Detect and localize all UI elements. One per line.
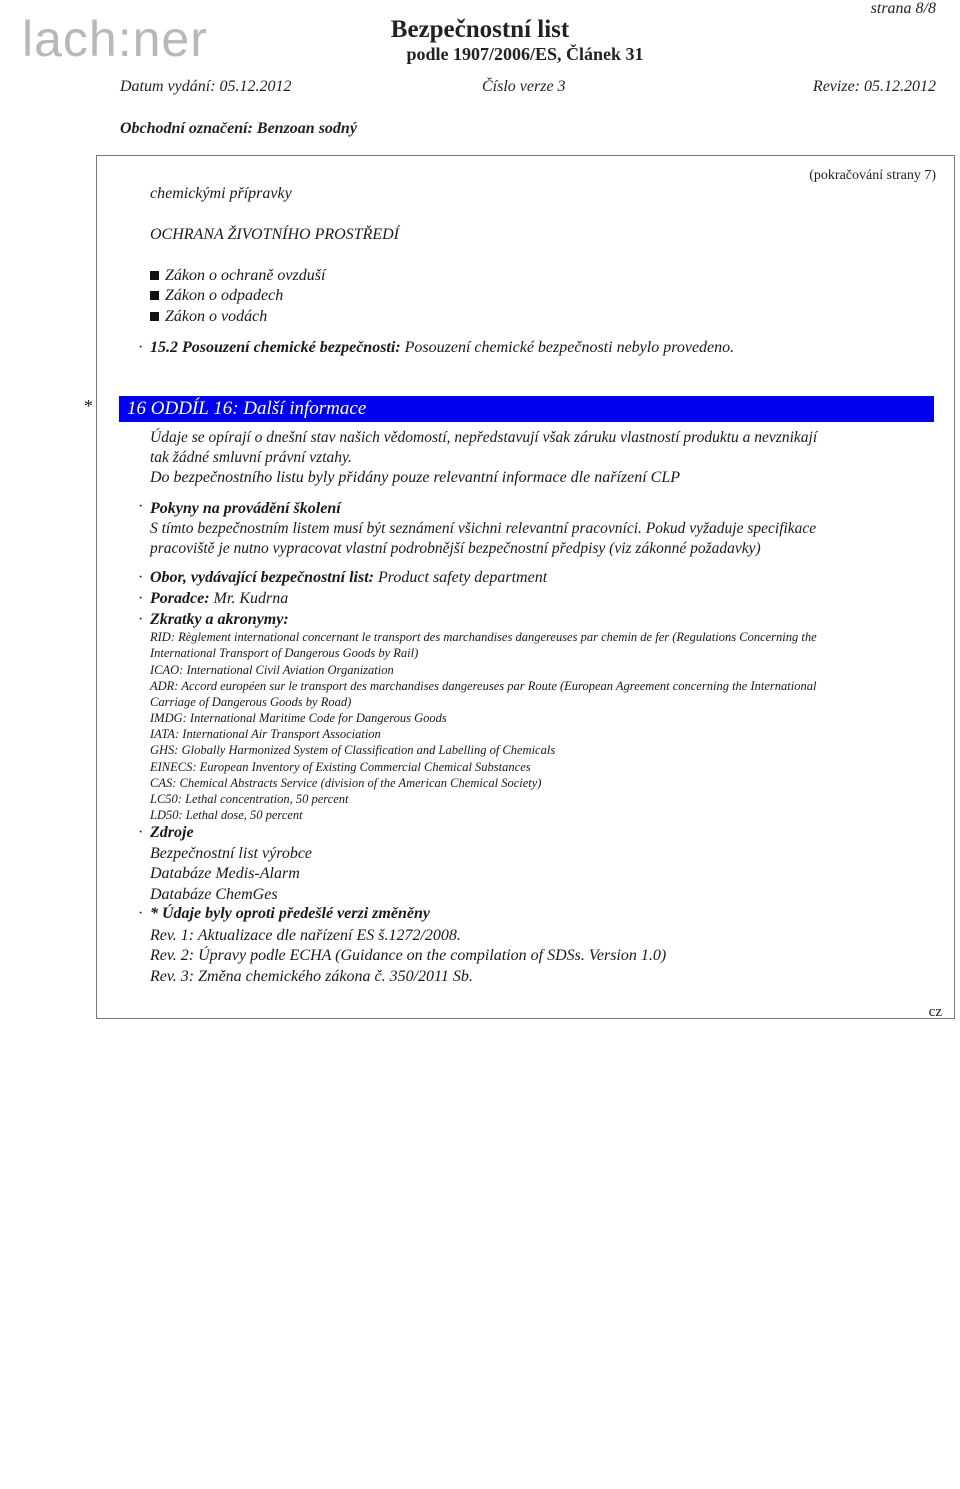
dot-marker: · (138, 569, 144, 586)
law-item: Zákon o odpadech (150, 287, 283, 305)
change-item: Rev. 2: Úpravy podle ECHA (Guidance on the compilation of SDSs. Version 1.0) (150, 947, 667, 964)
dot-marker: · (138, 498, 144, 515)
issue-date: Datum vydání: 05.12.2012 (120, 78, 292, 95)
dot-marker: · (138, 905, 144, 922)
dot-marker: · (138, 590, 144, 607)
page-number: strana 8/8 (870, 0, 936, 17)
trade-name-value: Benzoan sodný (256, 120, 357, 137)
abbreviation-line: Carriage of Dangerous Goods by Road) (150, 695, 352, 709)
section-15-2-label: 15.2 Posouzení chemické bezpečnosti: (150, 339, 401, 356)
dot-marker: · (138, 339, 144, 356)
text-line: chemickými přípravky (150, 185, 292, 202)
language-code: cz (928, 1004, 942, 1020)
advisor-label: Poradce: (150, 590, 210, 607)
intro-line: tak žádné smluvní právní vztahy. (150, 449, 352, 466)
dot-marker: · (138, 611, 144, 628)
law-item: Zákon o vodách (150, 308, 267, 326)
section-15-2-text: Posouzení chemické bezpečnosti nebylo provedeno. (404, 339, 735, 356)
version-number: Číslo verze 3 (482, 78, 566, 95)
abbreviation-line: LC50: Lethal concentration, 50 percent (150, 792, 349, 806)
dot-marker: · (138, 824, 144, 841)
training-text: S tímto bezpečnostním listem musí být seznámení všichni relevantní pracovníci. Pokud vyžaduje specifikace (150, 520, 817, 537)
trade-name (120, 120, 357, 138)
abbreviation-line: ICAO: International Civil Aviation Organization (150, 663, 394, 677)
abbreviation-line: EINECS: European Inventory of Existing Commercial Chemical Substances (150, 760, 531, 774)
intro-line: Údaje se opírají o dnešní stav našich vědomostí, nepředstavují však záruku vlastností produktu a nevznikají (150, 429, 818, 446)
abbreviation-line: RID: Règlement international concernant le transport des marchandises dangereuses par chemin de fer (Regulations Concerning the (150, 630, 817, 644)
change-item: Rev. 1: Aktualizace dle nařízení ES š.1272/2008. (150, 927, 461, 944)
revision-date: Revize: 05.12.2012 (812, 78, 936, 95)
section-15-2 (150, 339, 734, 357)
abbreviation-line: International Transport of Dangerous Goods by Rail) (150, 646, 419, 660)
clp-note: Do bezpečnostního listu byly přidány pouze relevantní informace dle nařízení CLP (150, 469, 680, 486)
abbreviation-line: IMDG: International Maritime Code for Dangerous Goods (150, 711, 447, 725)
document-title: Bezpečnostní list (390, 16, 570, 43)
department-label: Obor, vydávající bezpečnostní list: (150, 569, 374, 586)
environment-heading: OCHRANA ŽIVOTNÍHO PROSTŘEDÍ (150, 226, 399, 243)
document-subtitle: podle 1907/2006/ES, Článek 31 (406, 44, 644, 64)
department-value: Product safety department (377, 569, 548, 586)
section-16-header (119, 396, 934, 422)
abbreviation-line: GHS: Globally Harmonized System of Classification and Labelling of Chemicals (150, 743, 556, 757)
advisor-value: Mr. Kudrna (213, 590, 289, 607)
law-item: Zákon o ochraně ovzduší (150, 267, 325, 285)
abbreviation-line: CAS: Chemical Abstracts Service (division of the American Chemical Society) (150, 776, 542, 790)
sources-label: Zdroje (150, 824, 194, 841)
abbreviation-line: LD50: Lethal dose, 50 percent (150, 808, 303, 822)
abbreviation-line: IATA: International Air Transport Association (150, 727, 381, 741)
trade-name-label: Obchodní označení: (120, 120, 253, 137)
section-16-title: 16 ODDÍL 16: Další informace (127, 398, 367, 419)
source-item: Bezpečnostní list výrobce (150, 845, 313, 862)
changes-label: * Údaje byly oproti předešlé verzi změněny (150, 905, 430, 922)
change-item: Rev. 3: Změna chemického zákona č. 350/2011 Sb. (150, 968, 473, 985)
source-item: Databáze ChemGes (150, 886, 278, 903)
training-text: pracoviště je nutno vypracovat vlastní podrobnější bezpečnostní předpisy (viz zákonné požadavky) (150, 540, 761, 557)
changed-marker: * (84, 396, 93, 416)
advisor (150, 590, 288, 608)
continuation-note: (pokračování strany 7) (809, 168, 936, 183)
training-label: Pokyny na provádění školení (150, 500, 341, 517)
source-item: Databáze Medis-Alarm (150, 865, 300, 882)
issuing-department (150, 569, 547, 587)
company-logo: lach:ner (22, 11, 208, 67)
abbreviations-label: Zkratky a akronymy: (150, 611, 289, 628)
abbreviation-line: ADR: Accord européen sur le transport des marchandises dangereuses par Route (European Agreement concerning the International (150, 679, 817, 693)
